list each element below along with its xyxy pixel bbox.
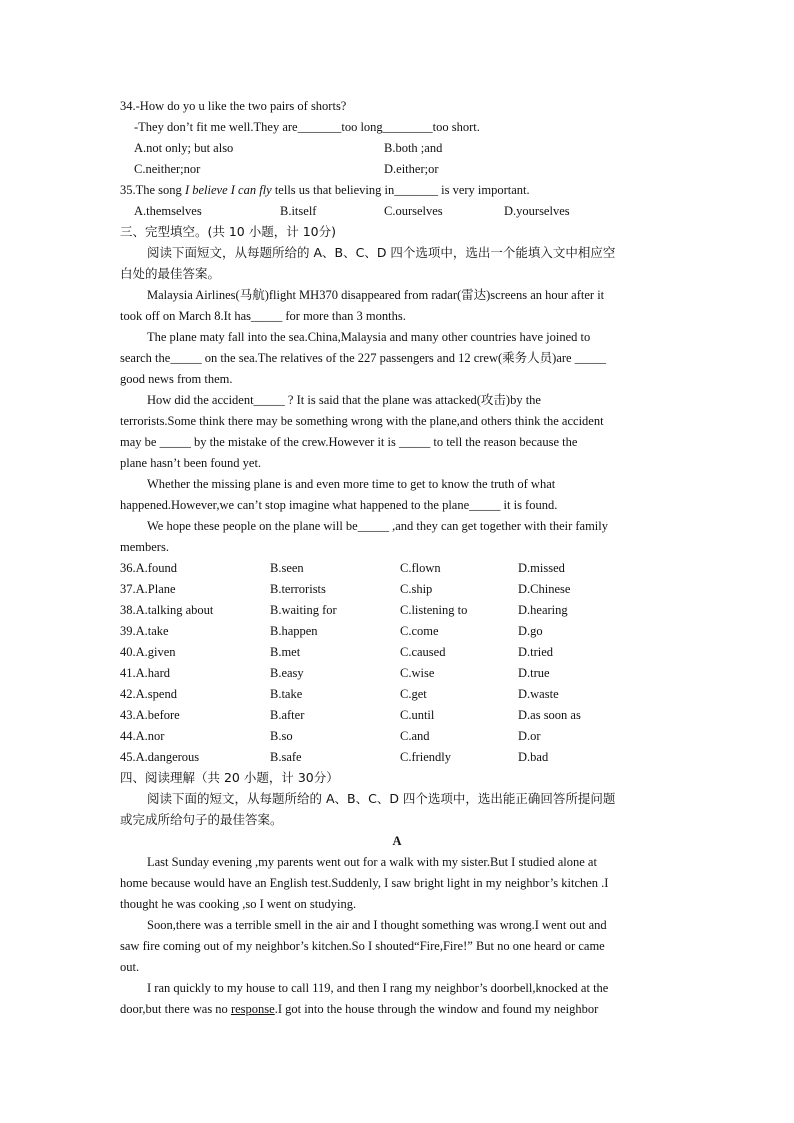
passage-line: Malaysia Airlines(马航)flight MH370 disappeared from radar(雷达)screens an hour after it [147, 288, 605, 302]
option-d: D.true [518, 666, 550, 680]
option-d: D.or [518, 729, 541, 743]
option-a: 42.A.spend [120, 687, 177, 701]
passage-line: good news from them. [120, 372, 233, 386]
passage-title: A [392, 834, 402, 848]
option-a: A.themselves [134, 204, 202, 218]
option-a: 39.A.take [120, 624, 169, 638]
passage-line: Last Sunday evening ,my parents went out for a walk with my sister.But I studied alone at [147, 855, 597, 869]
song-title: I believe I can fly [184, 183, 272, 197]
passage-line [120, 999, 680, 1019]
option-d: D.bad [518, 750, 549, 764]
option-b: B.after [270, 708, 305, 722]
section4-heading: 四、阅读理解（共 20 小题，计 30分） [120, 770, 339, 785]
option-b: B.take [270, 687, 303, 701]
passage-line: may be _____ by the mistake of the crew.However it is _____ to tell the reason because the [120, 435, 578, 449]
passage-line: I ran quickly to my house to call 119, and then I rang my neighbor’s doorbell,knocked at the [147, 981, 609, 995]
passage-line: Soon,there was a terrible smell in the air and I thought something was wrong.I went out and [147, 918, 607, 932]
option-c: C.flown [400, 561, 441, 575]
passage-line: How did the accident_____ ? It is said that the plane was attacked(攻击)by the [147, 393, 541, 407]
passage-text: door,but there was no [120, 1002, 231, 1016]
option-a: 45.A.dangerous [120, 750, 200, 764]
option-c: C.and [400, 729, 430, 743]
passage-line: We hope these people on the plane will be_____ ,and they can get together with their family [147, 519, 609, 533]
q35-stem-prefix: 35.The song [120, 183, 185, 197]
option-a: 43.A.before [120, 708, 180, 722]
passage-line: home because would have an English test.Suddenly, I saw bright light in my neighbor’s kitchen .I [120, 876, 609, 890]
option-b: B.happen [270, 624, 318, 638]
option-b: B.itself [280, 204, 317, 218]
option-d: D.yourselves [504, 204, 570, 218]
passage-line: The plane maty fall into the sea.China,Malaysia and many other countries have joined to [147, 330, 591, 344]
q35-stem [120, 180, 680, 200]
q34-stem: 34.-How do yo u like the two pairs of shorts? [120, 99, 347, 113]
passage-line: terrorists.Some think there may be something wrong with the plane,and others think the accident [120, 414, 604, 428]
option-c: C.listening to [400, 603, 468, 617]
option-c: C.come [400, 624, 439, 638]
passage-line: search the_____ on the sea.The relatives of the 227 passengers and 12 crew(乘务人员)are _____ [120, 351, 606, 365]
passage-line: took off on March 8.It has_____ for more than 3 months. [120, 309, 406, 323]
section3-instruction-cont: 白处的最佳答案。 [120, 266, 221, 281]
option-a: 44.A.nor [120, 729, 165, 743]
option-b: B.both ;and [384, 141, 443, 155]
option-c: C.ourselves [384, 204, 443, 218]
passage-line: plane hasn’t been found yet. [120, 456, 262, 470]
option-a: 38.A.talking about [120, 603, 214, 617]
section3-heading: 三、完型填空。(共 10 小题，计 10分) [120, 224, 336, 239]
option-c: C.neither;nor [134, 162, 201, 176]
option-d: D.hearing [518, 603, 568, 617]
option-d: D.go [518, 624, 543, 638]
option-b: B.met [270, 645, 301, 659]
passage-line: saw fire coming out of my neighbor’s kitchen.So I shouted“Fire,Fire!” But no one heard or came [120, 939, 605, 953]
option-c: C.caused [400, 645, 446, 659]
section4-instruction: 阅读下面的短文，从每题所给的 A、B、C、D 四个选项中，选出能正确回答所提问题 [147, 791, 616, 806]
q34-dialog: -They don’t fit me well.They are_______too long________too short. [134, 120, 480, 134]
option-a: 36.A.found [120, 561, 177, 575]
option-a: 37.A.Plane [120, 582, 176, 596]
option-b: B.terrorists [270, 582, 326, 596]
option-d: D.Chinese [518, 582, 571, 596]
option-d: D.missed [518, 561, 565, 575]
underlined-word: response [230, 1002, 275, 1016]
section3-instruction: 阅读下面短文，从每题所给的 A、B、C、D 四个选项中，选出一个能填入文中相应空 [147, 245, 616, 260]
option-c: C.get [400, 687, 427, 701]
passage-line: Whether the missing plane is and even more time to get to know the truth of what [147, 477, 556, 491]
option-b: B.easy [270, 666, 304, 680]
passage-line: out. [120, 960, 140, 974]
option-c: C.ship [400, 582, 433, 596]
q35-stem-suffix: tells us that believing in_______ is very important. [271, 183, 530, 197]
option-a: 41.A.hard [120, 666, 170, 680]
option-b: B.waiting for [270, 603, 337, 617]
option-d: D.waste [518, 687, 559, 701]
option-d: D.tried [518, 645, 554, 659]
option-b: B.safe [270, 750, 302, 764]
option-d: D.either;or [384, 162, 439, 176]
passage-line: thought he was cooking ,so I went on studying. [120, 897, 357, 911]
passage-line: members. [120, 540, 169, 554]
option-c: C.wise [400, 666, 435, 680]
passage-line: happened.However,we can’t stop imagine what happened to the plane_____ it is found. [120, 498, 558, 512]
option-a: A.not only; but also [134, 141, 234, 155]
section4-instruction-cont: 或完成所给句子的最佳答案。 [120, 812, 283, 827]
option-d: D.as soon as [518, 708, 581, 722]
option-c: C.friendly [400, 750, 452, 764]
option-b: B.so [270, 729, 293, 743]
option-b: B.seen [270, 561, 304, 575]
option-a: 40.A.given [120, 645, 176, 659]
passage-text: .I got into the house through the window and found my neighbor [274, 1002, 599, 1016]
option-c: C.until [400, 708, 435, 722]
